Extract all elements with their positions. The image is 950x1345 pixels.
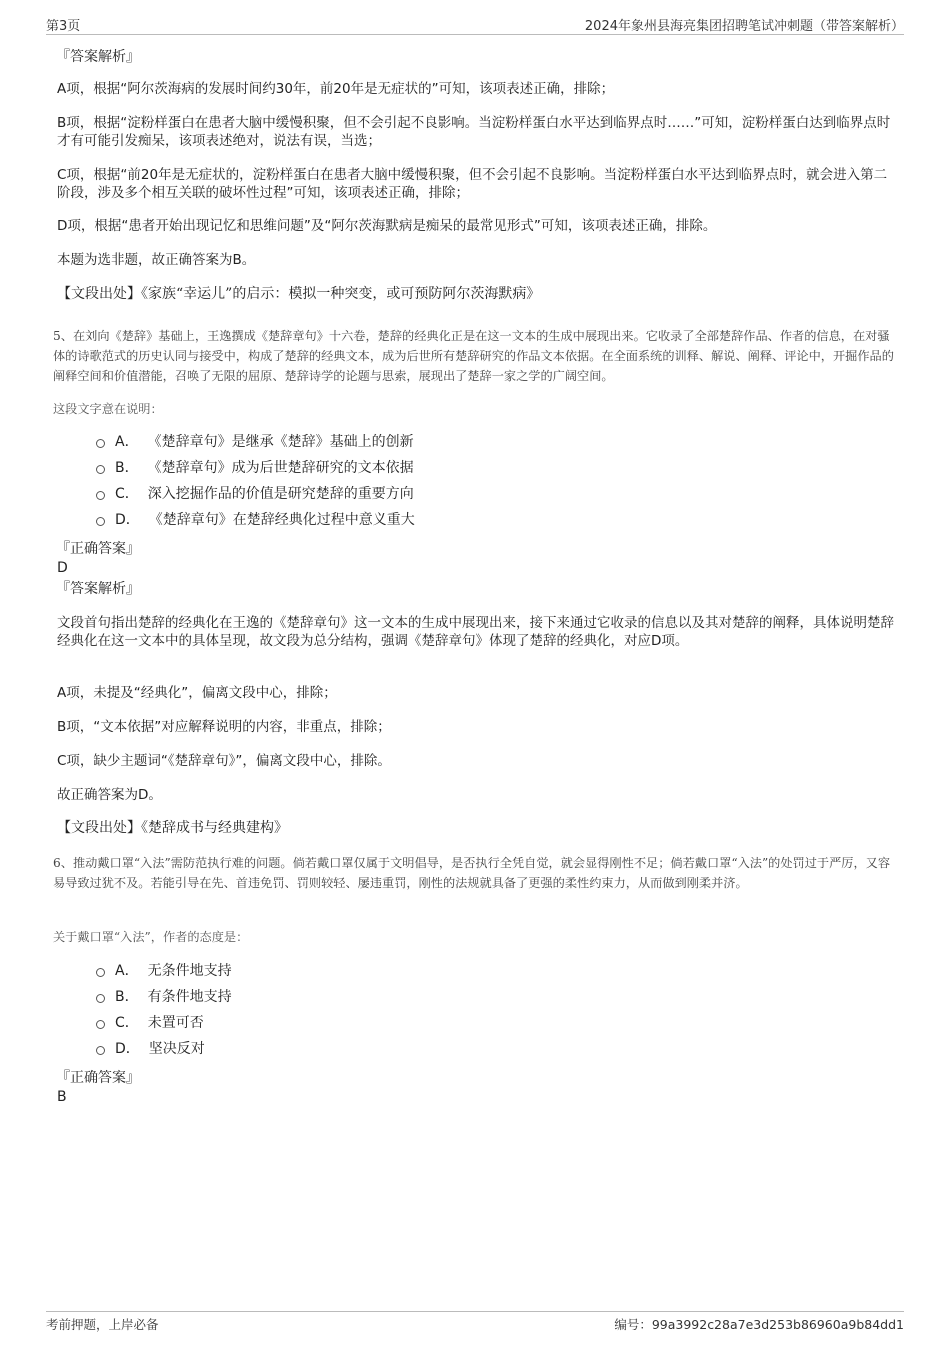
text-source: 【文段出处】《家族“幸运儿”的启示：模拟一种突变，或可预防阿尔茨海默病》: [57, 286, 541, 302]
question-5-option-b[interactable]: B． 《楚辞章句》成为后世楚辞研究的文本依据: [96, 458, 900, 484]
analysis-conclusion: 本题为选非题，故正确答案为B。: [57, 252, 256, 268]
correct-answer: D: [57, 560, 68, 576]
radio-icon[interactable]: [96, 491, 105, 500]
analysis-label: 『答案解析』: [56, 49, 140, 65]
analysis-option-a: A项，根据“阿尔茨海病的发展时间约30年，前20年是无症状的”可知，该项表述正确，排除；: [57, 81, 615, 97]
text-source: 【文段出处】《楚辞成书与经典建构》: [57, 820, 288, 836]
radio-icon[interactable]: [96, 968, 105, 977]
question-6-options: [96, 961, 900, 1065]
radio-icon[interactable]: [96, 439, 105, 448]
analysis-option-b: B项，“文本依据”对应解释说明的内容，非重点，排除；: [57, 719, 391, 735]
analysis-option-c: C项，缺少主题词“《楚辞章句》”，偏离文段中心，排除。: [57, 753, 391, 769]
question-5-text: 5、在刘向《楚辞》基础上，王逸撰成《楚辞章句》十六卷，楚辞的经典化正是在这一文本的生成中展现出来。它收录了全部楚辞作品、作者的信息，在对骚体的诗歌范式的历史认同与接受中，构成了楚辞的经典文本，成为后世所有楚辞研究的作品文本依据。在全面系统的训释、解说、阐释、评论中，开掘作品的阐释空间和价值潜能，召唤了无限的屈原、楚辞诗学的论题与思索，展现出了楚辞一家之学的广阔空间。: [53, 329, 894, 383]
correct-answer: B: [57, 1089, 67, 1105]
question-6-option-d[interactable]: D． 坚决反对: [96, 1039, 900, 1065]
analysis-option-c: C项，根据“前20年是无症状的，淀粉样蛋白在患者大脑中缓慢积聚，但不会引起不良影响。当淀粉样蛋白水平达到临界点时，就会进入第二阶段，涉及多个相互关联的破坏性过程”可知，该项表述正确，排除；: [57, 167, 888, 201]
radio-icon[interactable]: [96, 994, 105, 1003]
analysis-option-a: A项，未提及“经典化”，偏离文段中心，排除；: [57, 685, 337, 701]
radio-icon[interactable]: [96, 465, 105, 474]
analysis-label: 『答案解析』: [56, 581, 140, 597]
document-title: 2024年象州县海亮集团招聘笔试冲刺题（带答案解析）: [584, 19, 904, 34]
question-6-text: 6、推动戴口罩“入法”需防范执行难的问题。倘若戴口罩仅属于文明倡导，是否执行全凭自觉，就会显得刚性不足；倘若戴口罩“入法”的处罚过于严厉，又容易导致过犹不及。若能引导在先、首违免罚、罚则较轻、屡违重罚，刚性的法规就具备了更强的柔性约束力，从而做到刚柔并济。: [53, 856, 891, 890]
document-id: 编号：99a3992c28a7e3d253b86960a9b84dd1: [614, 1317, 904, 1332]
question-6-option-a[interactable]: A． 无条件地支持: [96, 961, 900, 987]
correct-answer-label: 『正确答案』: [56, 1070, 140, 1086]
page-footer: [46, 1311, 904, 1332]
question-5-option-d[interactable]: D． 《楚辞章句》在楚辞经典化过程中意义重大: [96, 510, 900, 536]
question-6-option-c[interactable]: C． 未置可否: [96, 1013, 900, 1039]
question-5-options: [96, 432, 900, 536]
analysis-main: 文段首句指出楚辞的经典化在王逸的《楚辞章句》这一文本的生成中展现出来，接下来通过它收录的信息以及其对楚辞的阐释，具体说明楚辞经典化在这一文本中的具体呈现，故文段为总分结构，强调《楚辞章句》体现了楚辞的经典化，对应D项。: [57, 615, 894, 649]
page-header: [46, 14, 904, 35]
radio-icon[interactable]: [96, 517, 105, 526]
radio-icon[interactable]: [96, 1020, 105, 1029]
analysis-option-b: B项，根据“淀粉样蛋白在患者大脑中缓慢积聚，但不会引起不良影响。当淀粉样蛋白水平达到临界点时……”可知，淀粉样蛋白达到临界点时才有可能引发痴呆，该项表述绝对，说法有误，当选；: [57, 115, 891, 149]
question-6-option-b[interactable]: B． 有条件地支持: [96, 987, 900, 1013]
question-6-prompt: 关于戴口罩“入法”，作者的态度是：: [53, 930, 249, 944]
question-5-prompt: 这段文字意在说明：: [53, 402, 163, 416]
analysis-conclusion: 故正确答案为D。: [57, 787, 162, 803]
analysis-option-d: D项，根据“患者开始出现记忆和思维问题”及“阿尔茨海默病是痴呆的最常见形式”可知，该项表述正确，排除。: [57, 218, 717, 234]
footer-slogan: 考前押题，上岸必备: [46, 1317, 159, 1332]
page-number: 第3页: [46, 19, 81, 34]
question-5-option-c[interactable]: C． 深入挖掘作品的价值是研究楚辞的重要方向: [96, 484, 900, 510]
question-5-option-a[interactable]: A． 《楚辞章句》是继承《楚辞》基础上的创新: [96, 432, 900, 458]
radio-icon[interactable]: [96, 1046, 105, 1055]
correct-answer-label: 『正确答案』: [56, 541, 140, 557]
